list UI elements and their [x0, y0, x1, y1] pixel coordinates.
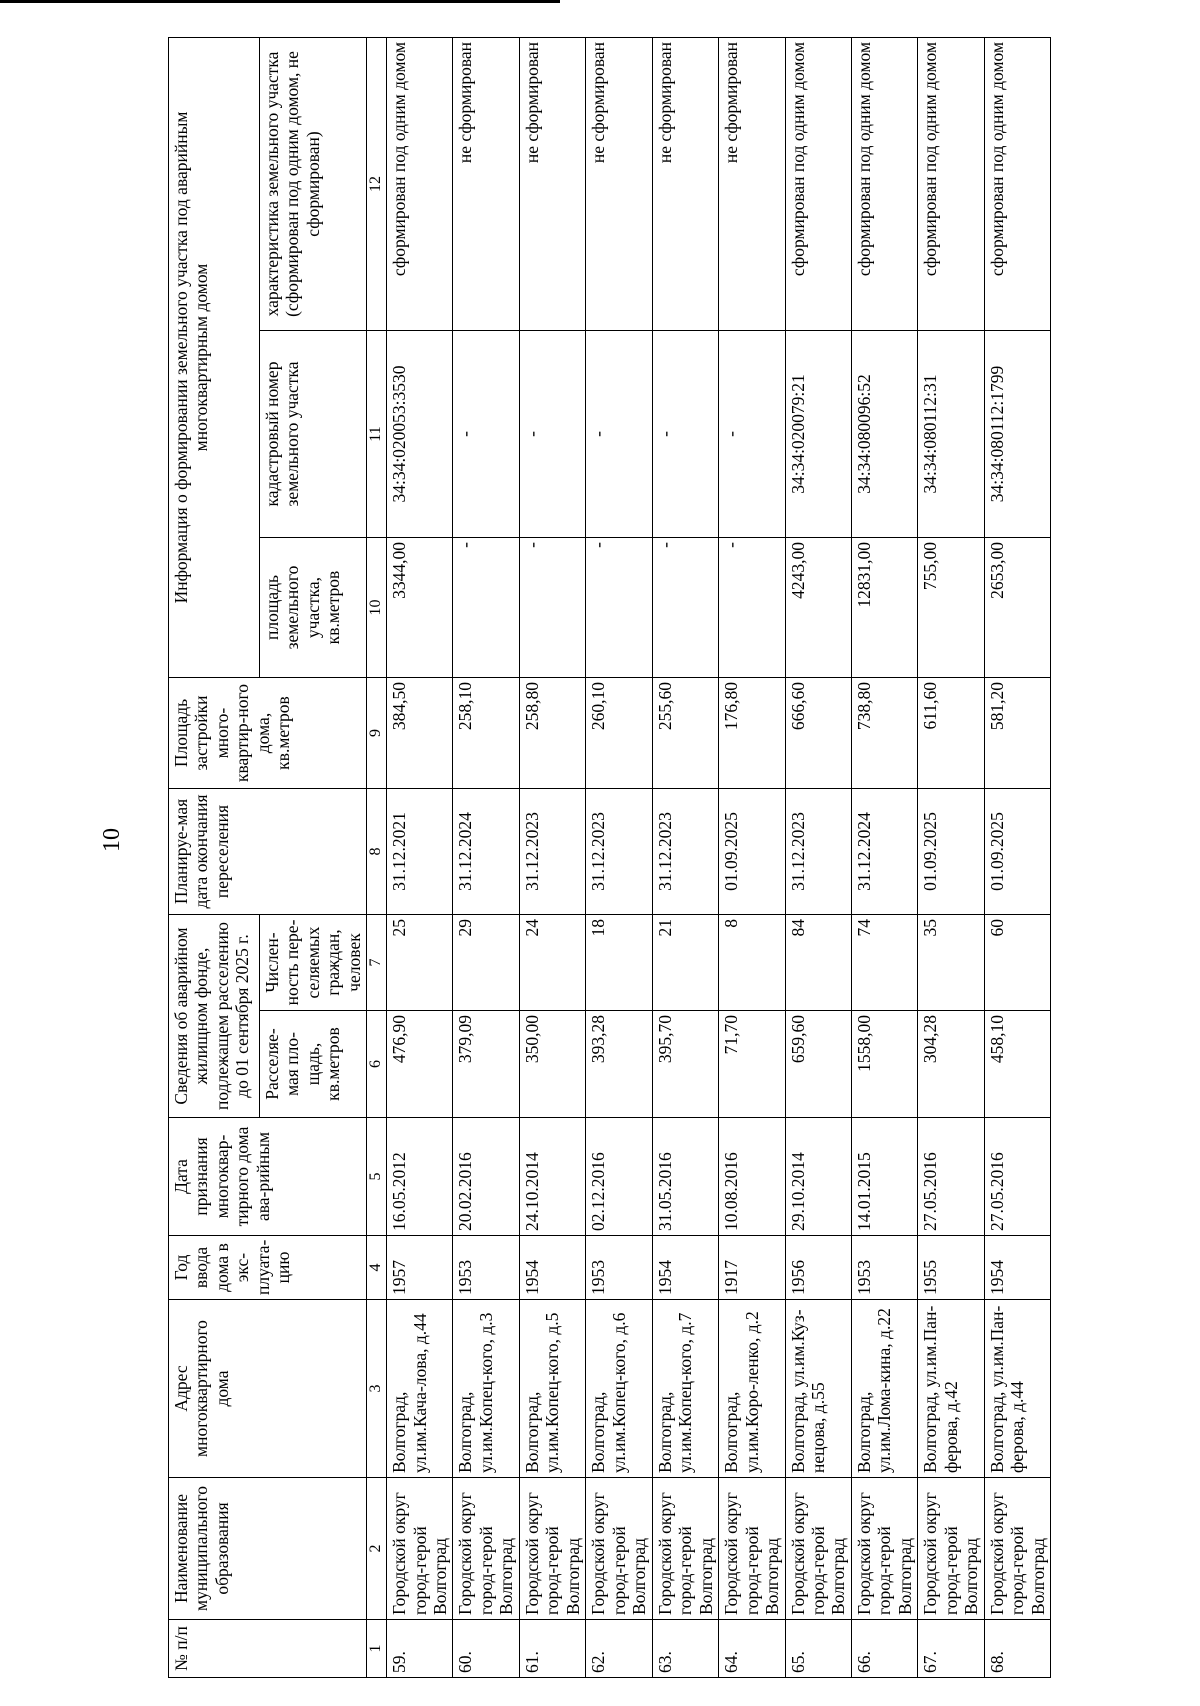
address-cell: Волгоград, ул.им.Кача-лова, д.44 — [387, 1300, 453, 1478]
characteristic-cell: сформирован под одним домом — [851, 37, 917, 330]
municipality-cell: Городской округ город-герой Волгоград — [918, 1478, 984, 1620]
area-cell: 71,70 — [719, 1011, 785, 1118]
residents-cell: 60 — [984, 915, 1050, 1011]
row-number: 61. — [519, 1620, 585, 1678]
area-cell: 350,00 — [519, 1011, 585, 1118]
address-cell: Волгоград, ул.им.Копец-кого, д.5 — [519, 1300, 585, 1478]
land-area-cell: - — [586, 538, 652, 678]
municipality-cell: Городской округ город-герой Волгоград — [652, 1478, 718, 1620]
municipality-cell: Городской округ город-герой Волгоград — [387, 1478, 453, 1620]
recognition-date-cell: 29.10.2014 — [785, 1118, 851, 1236]
column-number: 12 — [367, 37, 387, 330]
residents-cell: 29 — [453, 915, 519, 1011]
land-area-cell: 12831,00 — [851, 538, 917, 678]
municipality-cell: Городской округ город-герой Волгоград — [851, 1478, 917, 1620]
land-area-cell: 755,00 — [918, 538, 984, 678]
header-no: № п/п — [169, 1620, 367, 1678]
land-area-cell: - — [519, 538, 585, 678]
row-number: 64. — [719, 1620, 785, 1678]
column-number: 1 — [367, 1620, 387, 1678]
area-cell: 659,60 — [785, 1011, 851, 1118]
characteristic-cell: не сформирован — [453, 37, 519, 330]
land-area-cell: - — [453, 538, 519, 678]
table-body — [387, 37, 1051, 1677]
table-row — [851, 37, 917, 1677]
header-land-area: площадь земельного участка, кв.метров — [260, 538, 367, 678]
building-area-cell: 176,80 — [719, 678, 785, 789]
header-land-group: Информация о формировании земельного участка под аварийным многоквартирным домом — [169, 37, 260, 677]
resettlement-table — [168, 37, 1051, 1678]
recognition-date-cell: 27.05.2016 — [918, 1118, 984, 1236]
planned-date-cell: 01.09.2025 — [918, 789, 984, 915]
planned-date-cell: 01.09.2025 — [719, 789, 785, 915]
header-characteristic: характеристика земельного участка (сформирован под одним домом, не сформирован) — [260, 37, 367, 330]
recognition-date-cell: 27.05.2016 — [984, 1118, 1050, 1236]
table-row — [387, 37, 453, 1677]
area-cell: 1558,00 — [851, 1011, 917, 1118]
table-row — [453, 37, 519, 1677]
cadastral-cell: - — [652, 331, 718, 538]
year-cell: 1955 — [918, 1236, 984, 1300]
address-cell: Волгоград, ул.им.Коро-ленко, д.2 — [719, 1300, 785, 1478]
residents-cell: 8 — [719, 915, 785, 1011]
planned-date-cell: 31.12.2023 — [519, 789, 585, 915]
column-number: 11 — [367, 331, 387, 538]
characteristic-cell: не сформирован — [519, 37, 585, 330]
column-number: 7 — [367, 915, 387, 1011]
cadastral-cell: - — [586, 331, 652, 538]
cadastral-cell: - — [519, 331, 585, 538]
planned-date-cell: 31.12.2021 — [387, 789, 453, 915]
header-recognition-date: Дата признания многоквар-тирного дома ава-рийным — [169, 1118, 367, 1236]
residents-cell: 74 — [851, 915, 917, 1011]
column-number: 3 — [367, 1300, 387, 1478]
row-number: 60. — [453, 1620, 519, 1678]
row-number: 68. — [984, 1620, 1050, 1678]
cadastral-cell: - — [453, 331, 519, 538]
address-cell: Волгоград, ул.им.Пан-ферова, д.42 — [918, 1300, 984, 1478]
column-number: 6 — [367, 1011, 387, 1118]
column-number: 2 — [367, 1478, 387, 1620]
table-row — [918, 37, 984, 1677]
building-area-cell: 255,60 — [652, 678, 718, 789]
year-cell: 1956 — [785, 1236, 851, 1300]
column-number: 4 — [367, 1236, 387, 1300]
header-area: Расселяе-мая пло-щадь, кв.метров — [260, 1011, 367, 1118]
row-number: 66. — [851, 1620, 917, 1678]
characteristic-cell: не сформирован — [652, 37, 718, 330]
year-cell: 1957 — [387, 1236, 453, 1300]
recognition-date-cell: 24.10.2014 — [519, 1118, 585, 1236]
column-number: 9 — [367, 678, 387, 789]
area-cell: 395,70 — [652, 1011, 718, 1118]
characteristic-cell: сформирован под одним домом — [984, 37, 1050, 330]
cadastral-cell: 34:34:020079:21 — [785, 331, 851, 538]
building-area-cell: 581,20 — [984, 678, 1050, 789]
header-municipality: Наименование муниципального образования — [169, 1478, 367, 1620]
table-row — [719, 37, 785, 1677]
building-area-cell: 611,60 — [918, 678, 984, 789]
document-sheet — [168, 38, 1048, 1678]
table-header — [169, 37, 387, 1677]
address-cell: Волгоград, ул.им.Копец-кого, д.7 — [652, 1300, 718, 1478]
residents-cell: 84 — [785, 915, 851, 1011]
planned-date-cell: 31.12.2023 — [586, 789, 652, 915]
characteristic-cell: сформирован под одним домом — [785, 37, 851, 330]
area-cell: 458,10 — [984, 1011, 1050, 1118]
year-cell: 1917 — [719, 1236, 785, 1300]
year-cell: 1954 — [984, 1236, 1050, 1300]
characteristic-cell: не сформирован — [586, 37, 652, 330]
recognition-date-cell: 31.05.2016 — [652, 1118, 718, 1236]
table-row — [984, 37, 1050, 1677]
year-cell: 1954 — [652, 1236, 718, 1300]
header-year: Год ввода дома в экс-плуата-цию — [169, 1236, 367, 1300]
cadastral-cell: 34:34:080096:52 — [851, 331, 917, 538]
building-area-cell: 258,10 — [453, 678, 519, 789]
column-number: 8 — [367, 789, 387, 915]
top-rule — [0, 0, 560, 3]
planned-date-cell: 31.12.2023 — [785, 789, 851, 915]
area-cell: 476,90 — [387, 1011, 453, 1118]
building-area-cell: 260,10 — [586, 678, 652, 789]
recognition-date-cell: 10.08.2016 — [719, 1118, 785, 1236]
year-cell: 1953 — [586, 1236, 652, 1300]
address-cell: Волгоград, ул.им.Куз-нецова, д.55 — [785, 1300, 851, 1478]
land-area-cell: 2653,00 — [984, 538, 1050, 678]
table-row — [586, 37, 652, 1677]
row-number: 63. — [652, 1620, 718, 1678]
municipality-cell: Городской округ город-герой Волгоград — [519, 1478, 585, 1620]
municipality-cell: Городской округ город-герой Волгоград — [984, 1478, 1050, 1620]
row-number: 59. — [387, 1620, 453, 1678]
header-housing-group: Сведения об аварийном жилищном фонде, подлежащем расселению до 01 сентября 2025 г. — [169, 915, 260, 1118]
year-cell: 1953 — [851, 1236, 917, 1300]
building-area-cell: 258,80 — [519, 678, 585, 789]
column-number: 5 — [367, 1118, 387, 1236]
land-area-cell: 3344,00 — [387, 538, 453, 678]
address-cell: Волгоград, ул.им.Пан-ферова, д.44 — [984, 1300, 1050, 1478]
building-area-cell: 666,60 — [785, 678, 851, 789]
building-area-cell: 738,80 — [851, 678, 917, 789]
cadastral-cell: 34:34:080112:1799 — [984, 331, 1050, 538]
residents-cell: 18 — [586, 915, 652, 1011]
table-row — [652, 37, 718, 1677]
recognition-date-cell: 16.05.2012 — [387, 1118, 453, 1236]
address-cell: Волгоград, ул.им.Лома-кина, д.22 — [851, 1300, 917, 1478]
area-cell: 379,09 — [453, 1011, 519, 1118]
cadastral-cell: 34:34:020053:3530 — [387, 331, 453, 538]
municipality-cell: Городской округ город-герой Волгоград — [586, 1478, 652, 1620]
year-cell: 1953 — [453, 1236, 519, 1300]
header-residents: Числен-ность пере-селяемых граждан, человек — [260, 915, 367, 1011]
characteristic-cell: не сформирован — [719, 37, 785, 330]
recognition-date-cell: 20.02.2016 — [453, 1118, 519, 1236]
table-row — [519, 37, 585, 1677]
planned-date-cell: 31.12.2023 — [652, 789, 718, 915]
land-area-cell: 4243,00 — [785, 538, 851, 678]
land-area-cell: - — [719, 538, 785, 678]
recognition-date-cell: 02.12.2016 — [586, 1118, 652, 1236]
row-number: 67. — [918, 1620, 984, 1678]
planned-date-cell: 01.09.2025 — [984, 789, 1050, 915]
header-address: Адрес многоквартирного дома — [169, 1300, 367, 1478]
table-row — [785, 37, 851, 1677]
municipality-cell: Городской округ город-герой Волгоград — [719, 1478, 785, 1620]
planned-date-cell: 31.12.2024 — [453, 789, 519, 915]
year-cell: 1954 — [519, 1236, 585, 1300]
column-number-row — [367, 37, 387, 1677]
column-number: 10 — [367, 538, 387, 678]
cadastral-cell: 34:34:080112:31 — [918, 331, 984, 538]
residents-cell: 35 — [918, 915, 984, 1011]
header-cadastral: кадастровый номер земельного участка — [260, 331, 367, 538]
row-number: 65. — [785, 1620, 851, 1678]
address-cell: Волгоград, ул.им.Копец-кого, д.6 — [586, 1300, 652, 1478]
characteristic-cell: сформирован под одним домом — [918, 37, 984, 330]
municipality-cell: Городской округ город-герой Волгоград — [785, 1478, 851, 1620]
planned-date-cell: 31.12.2024 — [851, 789, 917, 915]
header-planned-date: Планируе-мая дата окончания переселения — [169, 789, 367, 915]
building-area-cell: 384,50 — [387, 678, 453, 789]
cadastral-cell: - — [719, 331, 785, 538]
municipality-cell: Городской округ город-герой Волгоград — [453, 1478, 519, 1620]
residents-cell: 24 — [519, 915, 585, 1011]
area-cell: 393,28 — [586, 1011, 652, 1118]
residents-cell: 21 — [652, 915, 718, 1011]
header-building-area: Площадь застройки много-квартир-ного дома, кв.метров — [169, 678, 367, 789]
page-number: 10 — [99, 828, 125, 852]
area-cell: 304,28 — [918, 1011, 984, 1118]
characteristic-cell: сформирован под одним домом — [387, 37, 453, 330]
recognition-date-cell: 14.01.2015 — [851, 1118, 917, 1236]
row-number: 62. — [586, 1620, 652, 1678]
residents-cell: 25 — [387, 915, 453, 1011]
address-cell: Волгоград, ул.им.Копец-кого, д.3 — [453, 1300, 519, 1478]
land-area-cell: - — [652, 538, 718, 678]
